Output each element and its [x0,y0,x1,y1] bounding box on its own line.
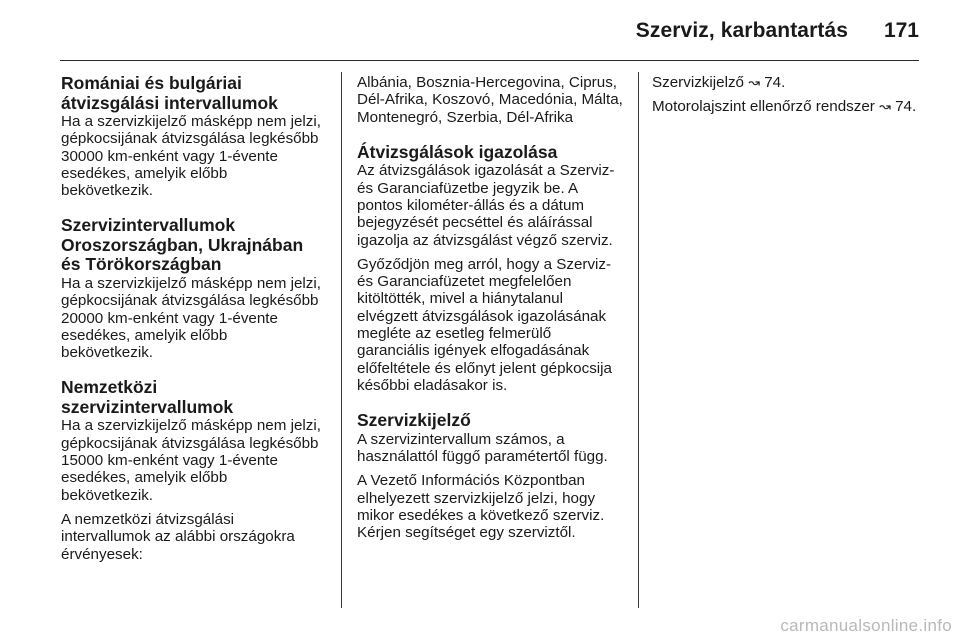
cross-reference-text: Szervizkijelző [652,74,744,91]
column-divider-1 [341,72,342,608]
cross-reference-oil-level-monitor[interactable] [652,98,922,115]
page-reference-arrow-icon: ↝ [879,98,891,115]
section-body-romania-bulgaria: Ha a szervizkijelző másképp nem jelzi, gépkocsijának átvizsgálása legkésőbb 30000 km-enként vagy 1-évente esedékes, amelyik előbb bekövetkezik. [61,113,321,200]
section-body-service-confirmation: Az átvizsgálások igazolását a Szerviz- és Garanciafüzetbe jegyzik be. A pontos kilométer-állás és a dátum bejegyzését pecséttel és aláírással igazolja az átvizsgálást végző szerviz. [357,162,615,249]
page-reference-arrow-icon: ↝ [748,74,760,90]
section-body-international-countries-intro: A nemzetközi átvizsgálási intervallumok az alábbi országokra érvényesek: [61,510,295,563]
cross-reference-page: 74. [895,98,917,116]
country-list: Albánia, Bosznia-Hercegovina, Ciprus, Dél-Afrika, Koszovó, Macedónia, Málta, Montenegró, Szerbia, Dél-Afrika [357,74,623,126]
section-body-service-booklet: Győződjön meg arról, hogy a Szerviz- és Garanciafüzetet megfelelően kitöltötték, mivel a hiánytalanul elvégzett átvizsgálások igazolásának megléte az esetleg felmerülő garanciális igények elfogadásának előfeltétele és előnyt jelent gépkocsija későbbi eladásakor is. [357,255,612,394]
watermark: carmanualsonline.info [780,616,952,635]
column-divider-2 [638,72,639,608]
column-2 [357,74,627,542]
section-body-russia-ukraine-turkey: Ha a szervizkijelző másképp nem jelzi, gépkocsijának átvizsgálása legkésőbb 20000 km-enként vagy 1-évente esedékes, amelyik előbb bekövetkezik. [61,274,321,362]
section-body-international: Ha a szervizkijelző másképp nem jelzi, gépkocsijának átvizsgálása legkésőbb 15000 km-enként vagy 1-évente esedékes, amelyik előbb bekövetkezik. [61,417,321,504]
section-heading-russia-ukraine-turkey: Szervizintervallumok Oroszországban, Ukrajnában és Törökországban [61,215,304,275]
page-header [0,0,960,60]
section-heading-romania-bulgaria: Romániai és bulgáriai átvizsgálási intervallumok [61,73,278,113]
page-number: 171 [883,19,919,42]
column-3 [652,74,922,116]
section-body-service-interval: A szervizintervallum számos, a használattól függő paramétertől függ. [357,430,608,466]
header-rule [60,60,919,61]
cross-reference-text: Motorolajszint ellenőrző rendszer [652,98,875,116]
section-heading-service-display: Szervizkijelző [357,410,471,431]
header-title: Szerviz, karbantartás [635,19,848,42]
column-1 [61,74,321,563]
section-body-driver-info-centre: A Vezető Információs Központban elhelyezett szervizkijelző jelzi, hogy mikor esedékes a következő szerviz. Kérjen segítséget egy szerviztől. [357,472,605,542]
cross-reference-service-display[interactable] [652,74,922,91]
section-heading-service-confirmation: Átvizsgálások igazolása [357,141,558,162]
section-heading-international: Nemzetközi szervizintervallumok [61,377,234,417]
cross-reference-page: 74. [764,74,786,91]
